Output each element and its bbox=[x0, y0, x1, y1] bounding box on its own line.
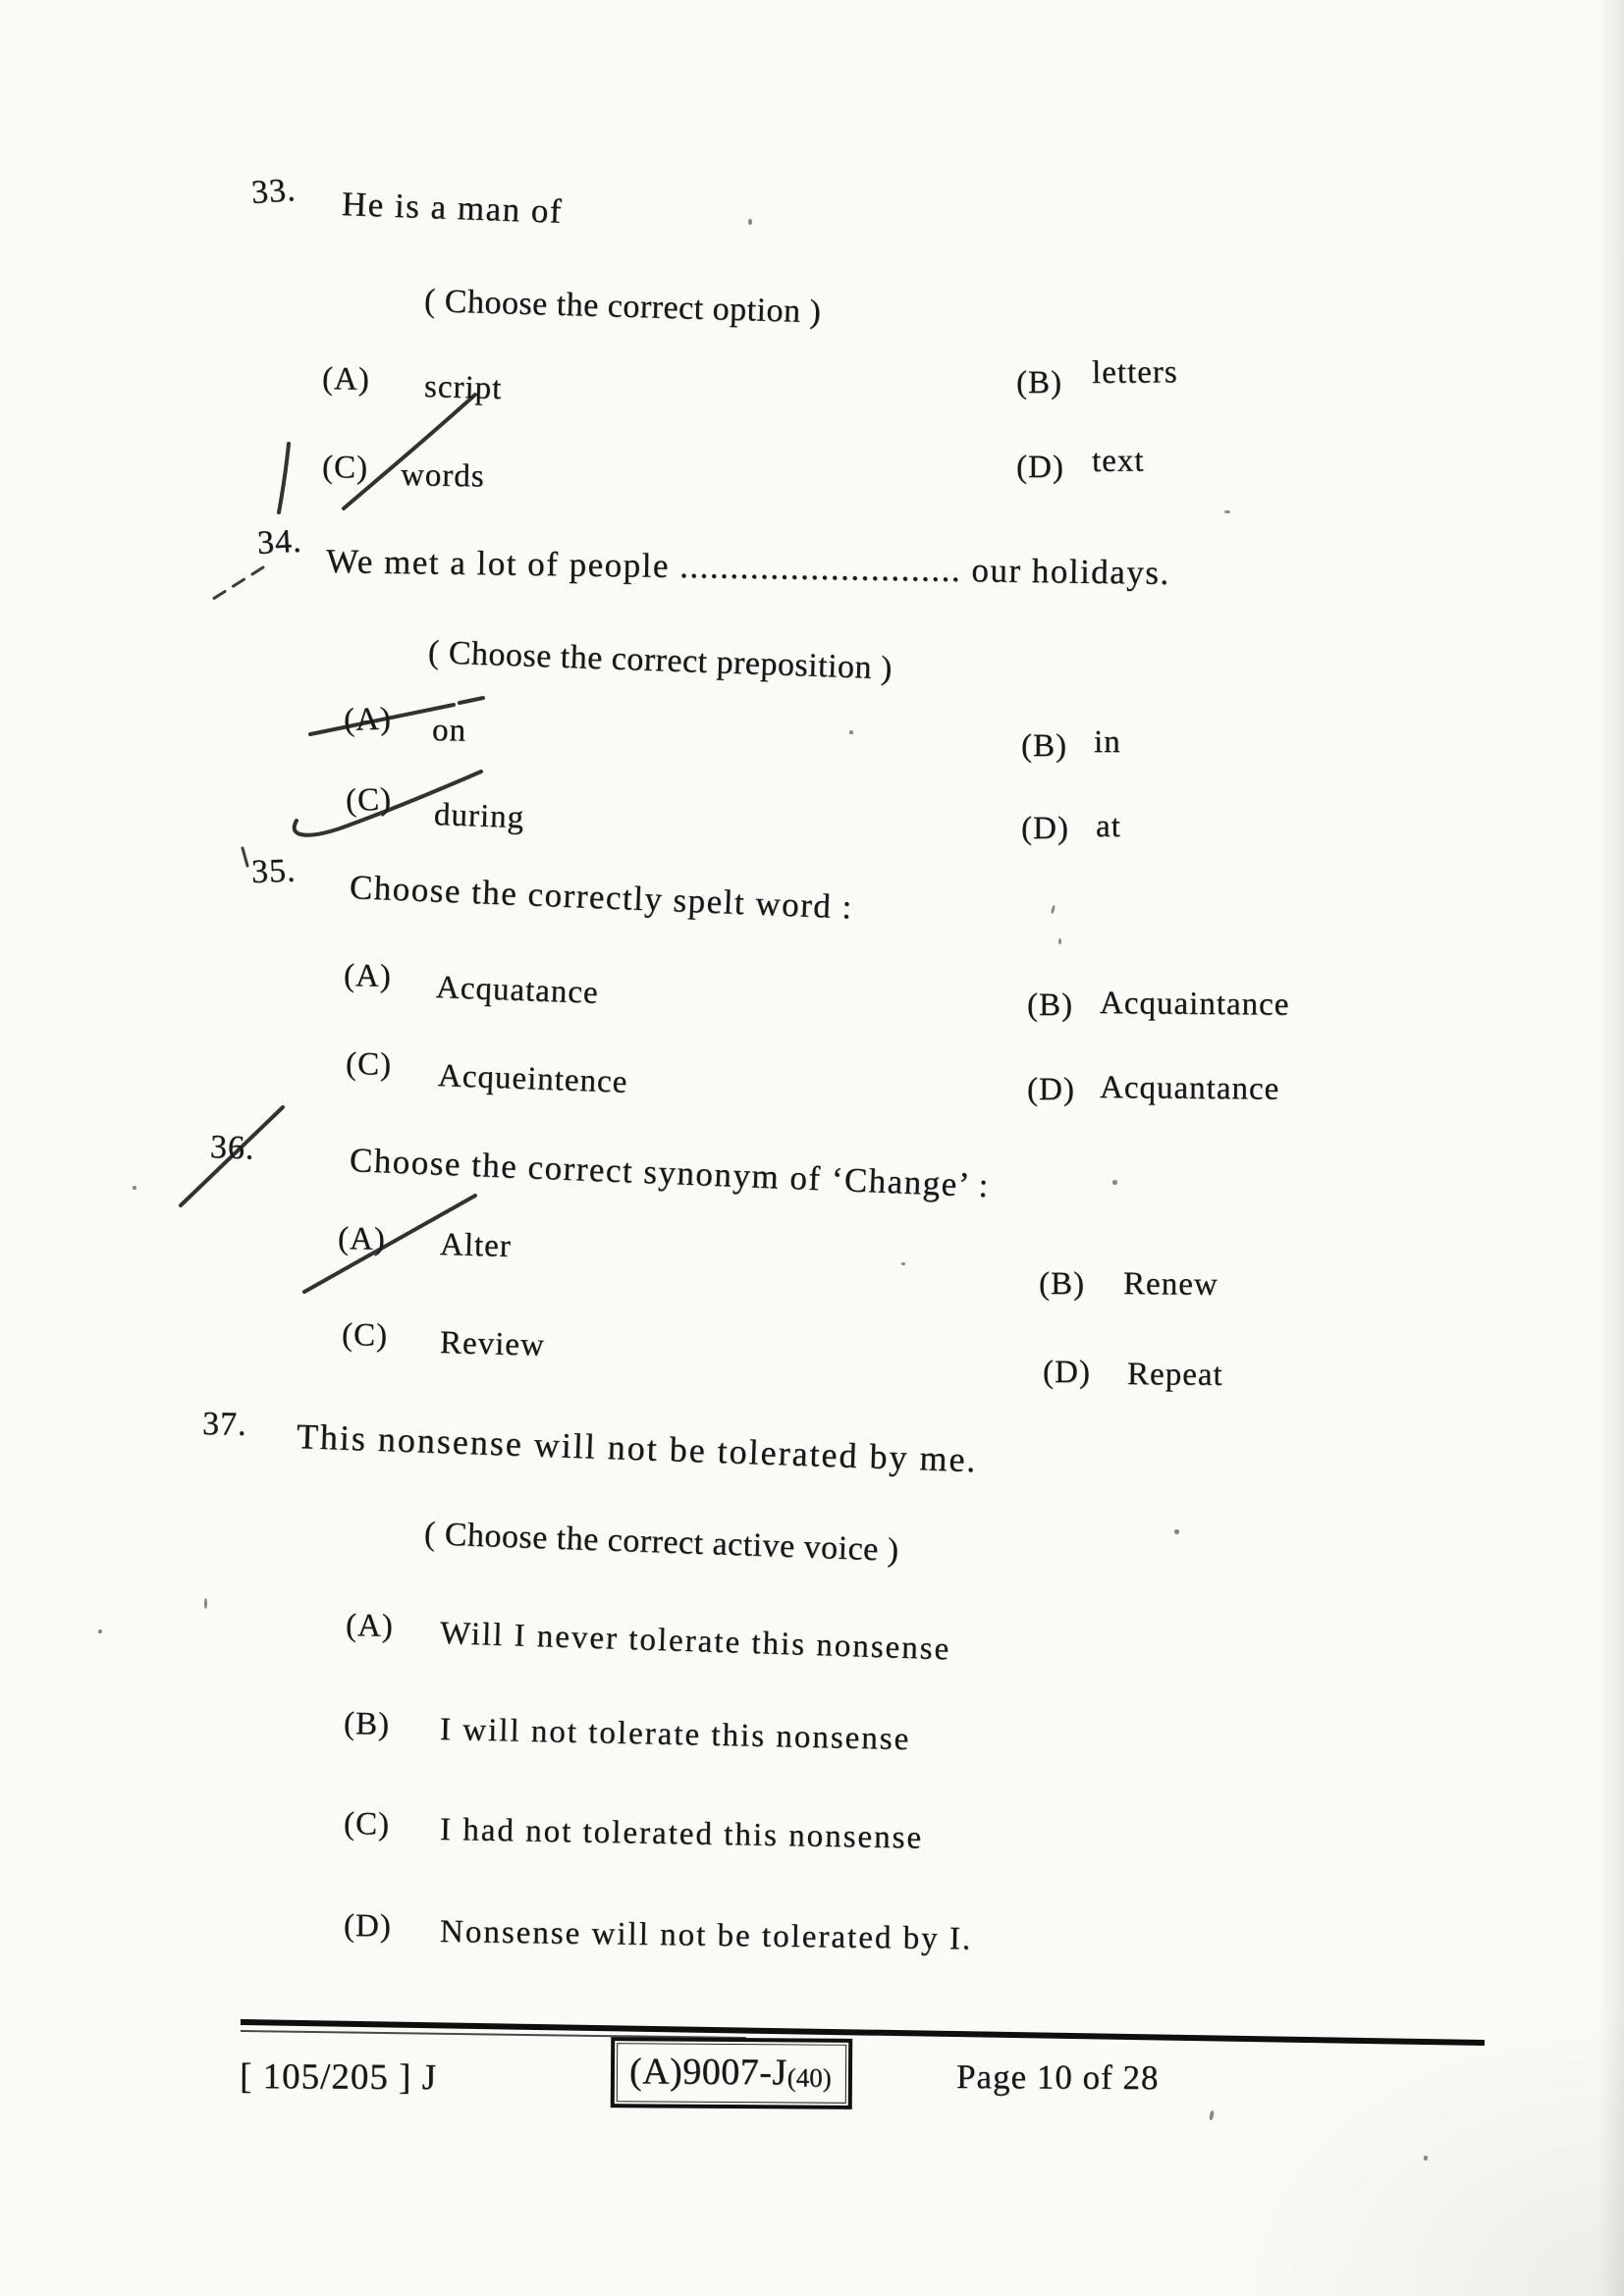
scan-speck bbox=[1224, 510, 1230, 513]
q33-option-c-text: words bbox=[400, 457, 485, 495]
q33-instruction: ( Choose the correct option ) bbox=[423, 283, 822, 331]
q34-option-d-text: at bbox=[1096, 809, 1121, 844]
footer-series-code: [ 105/205 ] J bbox=[239, 2056, 438, 2099]
q35-option-a-text: Acquatance bbox=[435, 970, 600, 1011]
q34-option-d-label: (D) bbox=[1021, 811, 1069, 846]
q34-option-b-label: (B) bbox=[1021, 728, 1067, 764]
q36-option-d-text: Repeat bbox=[1126, 1357, 1223, 1393]
scan-speck bbox=[133, 1186, 136, 1190]
q33-option-a-text: script bbox=[423, 369, 503, 407]
q34-option-c-label: (C) bbox=[345, 781, 393, 819]
footer-booklet-code-box bbox=[611, 2037, 852, 2109]
q33-handwritten-tick bbox=[279, 444, 289, 512]
q35-option-b-text: Acquaintance bbox=[1099, 986, 1290, 1023]
q35-handwritten-tick bbox=[243, 848, 247, 866]
q35-text: Choose the correctly spelt word : bbox=[349, 868, 854, 927]
q33-option-c-label: (C) bbox=[321, 450, 369, 486]
q33-option-d-label: (D) bbox=[1016, 450, 1064, 485]
booklet-code-sub: (40) bbox=[786, 2062, 832, 2093]
footer-booklet-code bbox=[617, 2043, 846, 2104]
q37-option-d-label: (D) bbox=[343, 1908, 392, 1945]
q33-option-b-label: (B) bbox=[1016, 365, 1062, 400]
scan-speck bbox=[849, 730, 853, 734]
q34-text: We met a lot of people ............................ our holidays. bbox=[325, 542, 1170, 593]
q37-option-d-text: Nonsense will not be tolerated by I. bbox=[439, 1914, 973, 1957]
q35-option-c-label: (C) bbox=[345, 1046, 393, 1083]
q36-option-a-label: (A) bbox=[337, 1221, 387, 1257]
q36-option-c-text: Review bbox=[439, 1325, 546, 1363]
q35-option-d-label: (D) bbox=[1027, 1072, 1075, 1107]
q36-option-c-label: (C) bbox=[341, 1317, 389, 1354]
q37-instruction: ( Choose the correct active voice ) bbox=[423, 1516, 900, 1569]
q37-number: 37. bbox=[201, 1406, 247, 1443]
q37-text: This nonsense will not be tolerated by me. bbox=[296, 1416, 979, 1480]
q35-option-a-label: (A) bbox=[343, 958, 393, 994]
q34-option-b-text: in bbox=[1094, 724, 1121, 760]
scan-speck bbox=[1051, 905, 1056, 914]
q35-option-c-text: Acqueintence bbox=[437, 1058, 628, 1100]
q33-text: He is a man of bbox=[341, 185, 564, 231]
q33-option-d-text: text bbox=[1091, 443, 1145, 479]
q36-option-b-label: (B) bbox=[1039, 1266, 1085, 1302]
q36-number: 36. bbox=[209, 1129, 256, 1167]
q33-option-a-label: (A) bbox=[321, 361, 371, 398]
q34-number: 34. bbox=[256, 522, 303, 561]
scan-speck bbox=[1112, 1180, 1117, 1185]
q35-option-b-label: (B) bbox=[1027, 988, 1073, 1023]
q35-number: 35. bbox=[250, 852, 298, 890]
q37-option-b-text: I will not tolerate this nonsense bbox=[439, 1712, 911, 1758]
q34-instruction: ( Choose the correct preposition ) bbox=[427, 634, 893, 687]
scan-speck bbox=[748, 219, 752, 225]
q36-option-a-text: Alter bbox=[439, 1227, 513, 1264]
q33-number: 33. bbox=[249, 171, 298, 211]
q37-option-b-label: (B) bbox=[343, 1706, 391, 1742]
scan-speck bbox=[901, 1262, 905, 1265]
q36-text: Choose the correct synonym of ‘Change’ : bbox=[349, 1141, 991, 1205]
q34-option-a-label: (A) bbox=[343, 701, 393, 738]
q36-option-d-label: (D) bbox=[1043, 1355, 1091, 1390]
q37-option-a-label: (A) bbox=[345, 1608, 395, 1644]
scan-speck bbox=[204, 1598, 207, 1609]
q37-option-c-text: I had not tolerated this nonsense bbox=[439, 1812, 924, 1856]
q34-option-c-text: during bbox=[433, 797, 525, 836]
booklet-code-main: (A)9007-J bbox=[628, 2051, 787, 2094]
q37-option-c-label: (C) bbox=[343, 1806, 391, 1842]
q34-option-a-text: on bbox=[431, 713, 467, 749]
q34-handwritten-dash bbox=[210, 567, 263, 601]
footer-page-number: Page 10 of 28 bbox=[955, 2057, 1160, 2098]
scan-edge-shadow bbox=[1598, 0, 1624, 2296]
scan-speck bbox=[1058, 938, 1061, 944]
q36-option-b-text: Renew bbox=[1122, 1266, 1218, 1303]
q35-option-d-text: Acquantance bbox=[1099, 1070, 1280, 1107]
scan-speck bbox=[1174, 1529, 1179, 1534]
q37-option-a-text: Will I never tolerate this nonsense bbox=[439, 1616, 951, 1668]
scan-corner-shadow bbox=[1212, 2002, 1624, 2296]
q33-option-b-text: letters bbox=[1091, 354, 1178, 391]
scan-speck bbox=[98, 1629, 102, 1633]
